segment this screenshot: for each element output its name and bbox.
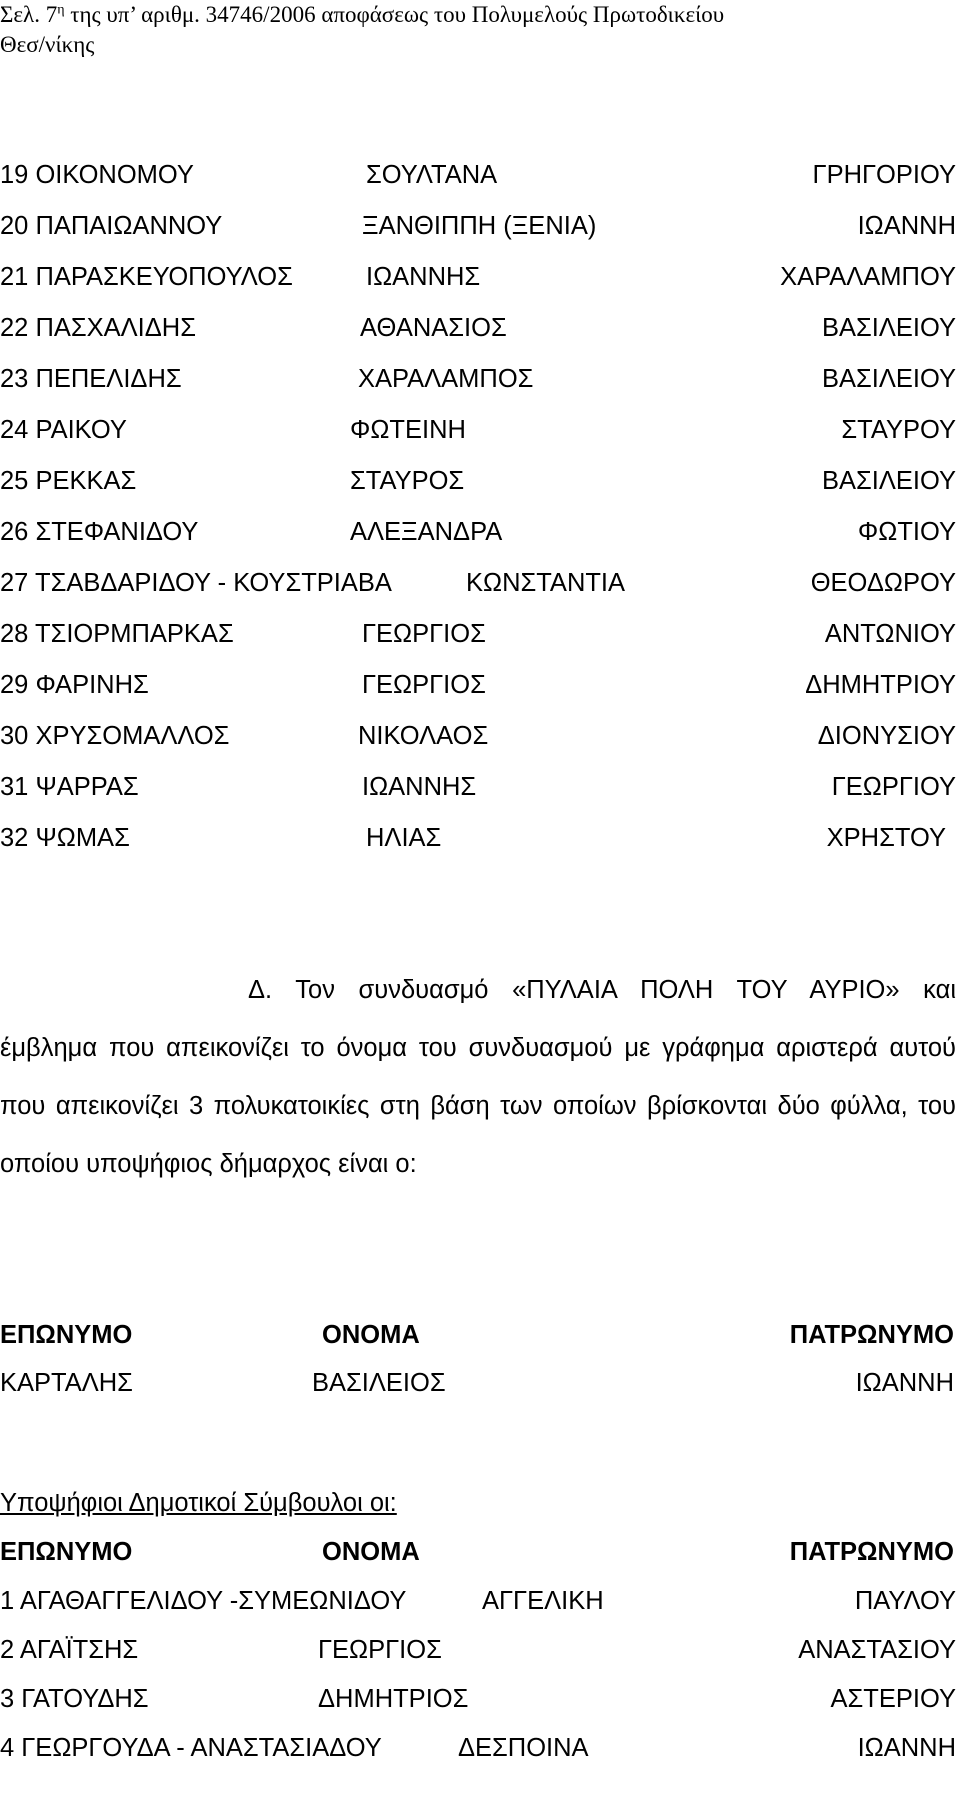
header-father: ΠΑΤΡΩΝΥΜΟ (789, 1321, 954, 1349)
father-cell: ΒΑΣΙΛΕΙΟΥ (821, 314, 956, 342)
name-cell: ΔΗΜΗΤΡΙΟΣ (318, 1685, 469, 1713)
column-headers-councillors (0, 1532, 954, 1572)
surname-cell: 2 ΑΓΑΪΤΣΗΣ (0, 1636, 139, 1664)
name-cell: ΣΤΑΥΡΟΣ (350, 467, 465, 495)
name-cell: ΣΟΥΛΤΑΝΑ (366, 161, 498, 189)
header-surname: ΕΠΩΝΥΜΟ (0, 1321, 133, 1349)
name-cell: ΙΩΑΝΝΗΣ (362, 773, 477, 801)
name-cell: ΓΕΩΡΓΙΟΣ (362, 671, 486, 699)
surname-cell: 24 ΡΑΙΚΟΥ (0, 416, 127, 444)
name-cell: ΚΩΝΣΤΑΝΤΙΑ (466, 569, 626, 597)
table-row (0, 1630, 956, 1670)
header-name: ΟΝΟΜΑ (322, 1321, 420, 1349)
table-row (0, 257, 956, 297)
header-father: ΠΑΤΡΩΝΥΜΟ (789, 1538, 954, 1566)
father-cell: ΓΕΩΡΓΙΟΥ (831, 773, 956, 801)
surname-cell: 28 ΤΣΙΟΡΜΠΑΡΚΑΣ (0, 620, 234, 648)
father-cell: ΧΡΗΣΤΟΥ (826, 824, 946, 852)
father-cell: ΓΡΗΓΟΡΙΟΥ (812, 161, 956, 189)
father-cell: ΦΩΤΙΟΥ (857, 518, 956, 546)
father-cell: ΣΤΑΥΡΟΥ (841, 416, 956, 444)
surname-cell: 25 ΡΕΚΚΑΣ (0, 467, 137, 495)
name-cell: ΑΘΑΝΑΣΙΟΣ (360, 314, 507, 342)
name-cell: ΔΕΣΠΟΙΝΑ (458, 1734, 589, 1762)
table-row (0, 155, 956, 195)
name-cell: ΑΓΓΕΛΙΚΗ (482, 1587, 604, 1615)
header-prefix: Σελ. 7 (0, 2, 58, 27)
surname-cell: 22 ΠΑΣΧΑΛΙΔΗΣ (0, 314, 196, 342)
surname-cell: 32 ΨΩΜΑΣ (0, 824, 130, 852)
table-row (0, 767, 956, 807)
header-rest: της υπ’ αριθμ. 34746/2006 αποφάσεως του Πολυμελούς Πρωτοδικείου (64, 2, 725, 27)
father-cell: ΑΝΤΩΝΙΟΥ (824, 620, 956, 648)
table-row (0, 716, 956, 756)
table-row (0, 308, 956, 348)
column-headers-mayor (0, 1315, 954, 1355)
paragraph-line-1: Δ. Τον συνδυασμό «ΠΥΛΑΙΑ ΠΟΛΗ ΤΟΥ ΑΥΡΙΟ» και (248, 976, 956, 1004)
father-cell: ΔΙΟΝΥΣΙΟΥ (817, 722, 956, 750)
surname-cell: 19 ΟΙΚΟΝΟΜΟΥ (0, 161, 194, 189)
councillors-heading (0, 1483, 397, 1523)
page-header (0, 0, 960, 60)
father-cell: ΑΣΤΕΡΙΟΥ (830, 1685, 956, 1713)
father-cell: ΙΩΑΝΝΗ (857, 1734, 956, 1762)
table-row (0, 563, 956, 603)
surname-cell: 29 ΦΑΡΙΝΗΣ (0, 671, 149, 699)
father-cell: ΘΕΟΔΩΡΟΥ (810, 569, 956, 597)
father-cell: ΧΑΡΑΛΑΜΠΟΥ (780, 263, 956, 291)
name-cell: ΓΕΩΡΓΙΟΣ (362, 620, 486, 648)
table-row (0, 1679, 956, 1719)
header-name: ΟΝΟΜΑ (322, 1538, 420, 1566)
mayor-row (0, 1363, 954, 1403)
paragraph-body: έμβλημα που απεικονίζει το όνομα του συνδυασμού με γράφημα αριστερά αυτού που απεικονίζει 3 πολυκατοικίες στη βάση των οποίων βρίσκονται δύο φύλλα, του οποίου υποψήφιος δήμαρχος είναι ο: (0, 1034, 956, 1178)
surname-cell: 21 ΠΑΡΑΣΚΕΥΟΠΟΥΛΟΣ (0, 263, 293, 291)
table-row (0, 1728, 956, 1768)
table-row (0, 359, 956, 399)
table-row (0, 206, 956, 246)
father-cell: ΒΑΣΙΛΕΙΟΥ (821, 467, 956, 495)
name-cell: ΑΛΕΞΑΝΔΡΑ (350, 518, 503, 546)
table-row (0, 461, 956, 501)
name-cell: ΙΩΑΝΝΗΣ (366, 263, 481, 291)
table-row (0, 410, 956, 450)
table-row (0, 665, 956, 705)
header-superscript: η (57, 2, 65, 18)
surname-cell: 26 ΣΤΕΦΑΝΙΔΟΥ (0, 518, 199, 546)
name-cell: ΦΩΤΕΙΝΗ (350, 416, 466, 444)
father-cell: ΒΑΣΙΛΕΙΟΥ (821, 365, 956, 393)
header-surname: ΕΠΩΝΥΜΟ (0, 1538, 133, 1566)
mayor-surname: ΚΑΡΤΑΛΗΣ (0, 1369, 133, 1397)
name-cell: ΧΑΡΑΛΑΜΠΟΣ (358, 365, 534, 393)
councillors-heading-text: Υποψήφιοι Δημοτικοί Σύμβουλοι οι: (0, 1489, 397, 1517)
surname-cell: 23 ΠΕΠΕΛΙΔΗΣ (0, 365, 182, 393)
surname-cell: 3 ΓΑΤΟΥΔΗΣ (0, 1685, 149, 1713)
name-cell: ΞΑΝΘΙΠΠΗ (ΞΕΝΙΑ) (362, 212, 597, 240)
surname-cell: 27 ΤΣΑΒΔΑΡΙΔΟΥ - ΚΟΥΣΤΡΙΑΒΑ (0, 569, 392, 597)
table-row (0, 614, 956, 654)
mayor-father: ΙΩΑΝΝΗ (855, 1369, 954, 1397)
name-cell: ΗΛΙΑΣ (366, 824, 442, 852)
surname-cell: 20 ΠΑΠΑΙΩΑΝΝΟΥ (0, 212, 223, 240)
father-cell: ΑΝΑΣΤΑΣΙΟΥ (798, 1636, 956, 1664)
table-row (0, 512, 956, 552)
header-line-2: Θεσ/νίκης (0, 32, 95, 57)
father-cell: ΔΗΜΗΤΡΙΟΥ (805, 671, 956, 699)
surname-cell: 30 ΧΡΥΣΟΜΑΛΛΟΣ (0, 722, 230, 750)
surname-cell: 31 ΨΑΡΡΑΣ (0, 773, 139, 801)
header-line-1 (0, 0, 960, 30)
name-cell: ΝΙΚΟΛΑΟΣ (358, 722, 489, 750)
mayor-name: ΒΑΣΙΛΕΙΟΣ (312, 1369, 446, 1397)
name-cell: ΓΕΩΡΓΙΟΣ (318, 1636, 442, 1664)
father-cell: ΙΩΑΝΝΗ (857, 212, 956, 240)
section-d-paragraph (0, 961, 956, 1193)
surname-cell: 1 ΑΓΑΘΑΓΓΕΛΙΔΟΥ -ΣΥΜΕΩΝΙΔΟΥ (0, 1587, 407, 1615)
table-row (0, 818, 946, 858)
surname-cell: 4 ΓΕΩΡΓΟΥΔΑ - ΑΝΑΣΤΑΣΙΑΔΟΥ (0, 1734, 382, 1762)
table-row (0, 1581, 956, 1621)
father-cell: ΠΑΥΛΟΥ (854, 1587, 956, 1615)
